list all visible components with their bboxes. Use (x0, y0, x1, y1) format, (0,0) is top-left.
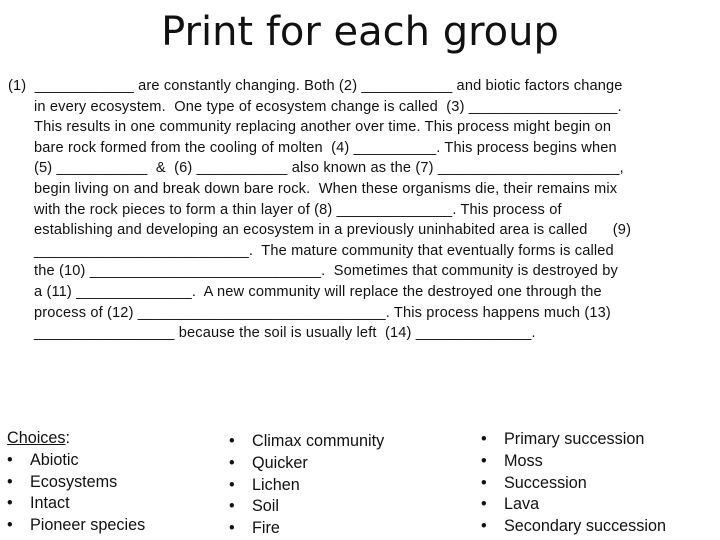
choice-item: • Intact (7, 493, 145, 515)
paragraph-line: establishing and developing an ecosystem in a previously uninhabited area is called (9) (34, 222, 632, 239)
choices-column-1 (7, 428, 145, 537)
choice-item: • Climax community (229, 431, 384, 453)
choices-heading-colon: : (65, 429, 70, 447)
paragraph-line: with the rock pieces to form a thin layer of (8) ______________. This process of (34, 201, 562, 218)
paragraph-line: This results in one community replacing another over time. This process might begin on (34, 119, 612, 136)
paragraph-line: begin living on and break down bare rock. When these organisms die, their remains mix (34, 180, 618, 197)
choice-item: • Primary succession (481, 429, 666, 451)
paragraph-line: in every ecosystem. One type of ecosystem change is called (3) __________________. (34, 98, 622, 115)
paragraph-line: __________________________. The mature community that eventually forms is called (34, 242, 614, 259)
paragraph-line: (1) ____________ are constantly changing. Both (2) ___________ and biotic factors change (8, 78, 623, 94)
page-title: Print for each group (161, 9, 559, 55)
choice-item: • Succession (481, 473, 666, 495)
choice-item: • Fire (229, 518, 384, 540)
choice-item: • Pioneer species (7, 515, 145, 537)
choice-item: • Lava (481, 494, 666, 516)
paragraph-line: bare rock formed from the cooling of molten (4) __________. This process begins when (34, 139, 617, 156)
paragraph-line: _________________ because the soil is usually left (14) ______________. (34, 325, 536, 342)
choice-item: • Moss (481, 451, 666, 473)
worksheet-paragraph (8, 76, 716, 344)
choice-item: • Secondary succession (481, 516, 666, 538)
choices-heading (7, 428, 145, 450)
paragraph-line: the (10) ____________________________. Sometimes that community is destroyed by (34, 263, 618, 280)
choices-column-3 (481, 429, 666, 538)
choice-item: • Soil (229, 496, 384, 518)
choices-heading-text: Choices (7, 429, 66, 447)
choice-item: • Quicker (229, 453, 384, 475)
choice-item: • Ecosystems (7, 472, 145, 494)
paragraph-line: process of (12) ______________________________. This process happens much (13) (34, 304, 611, 321)
choices-column-2 (229, 431, 384, 540)
paragraph-line: a (11) ______________. A new community will replace the destroyed one through the (34, 283, 602, 300)
paragraph-line: (5) ___________ & (6) ___________ also known as the (7) ______________________, (34, 160, 624, 177)
choice-item: • Abiotic (7, 450, 145, 472)
choice-item: • Lichen (229, 475, 384, 497)
